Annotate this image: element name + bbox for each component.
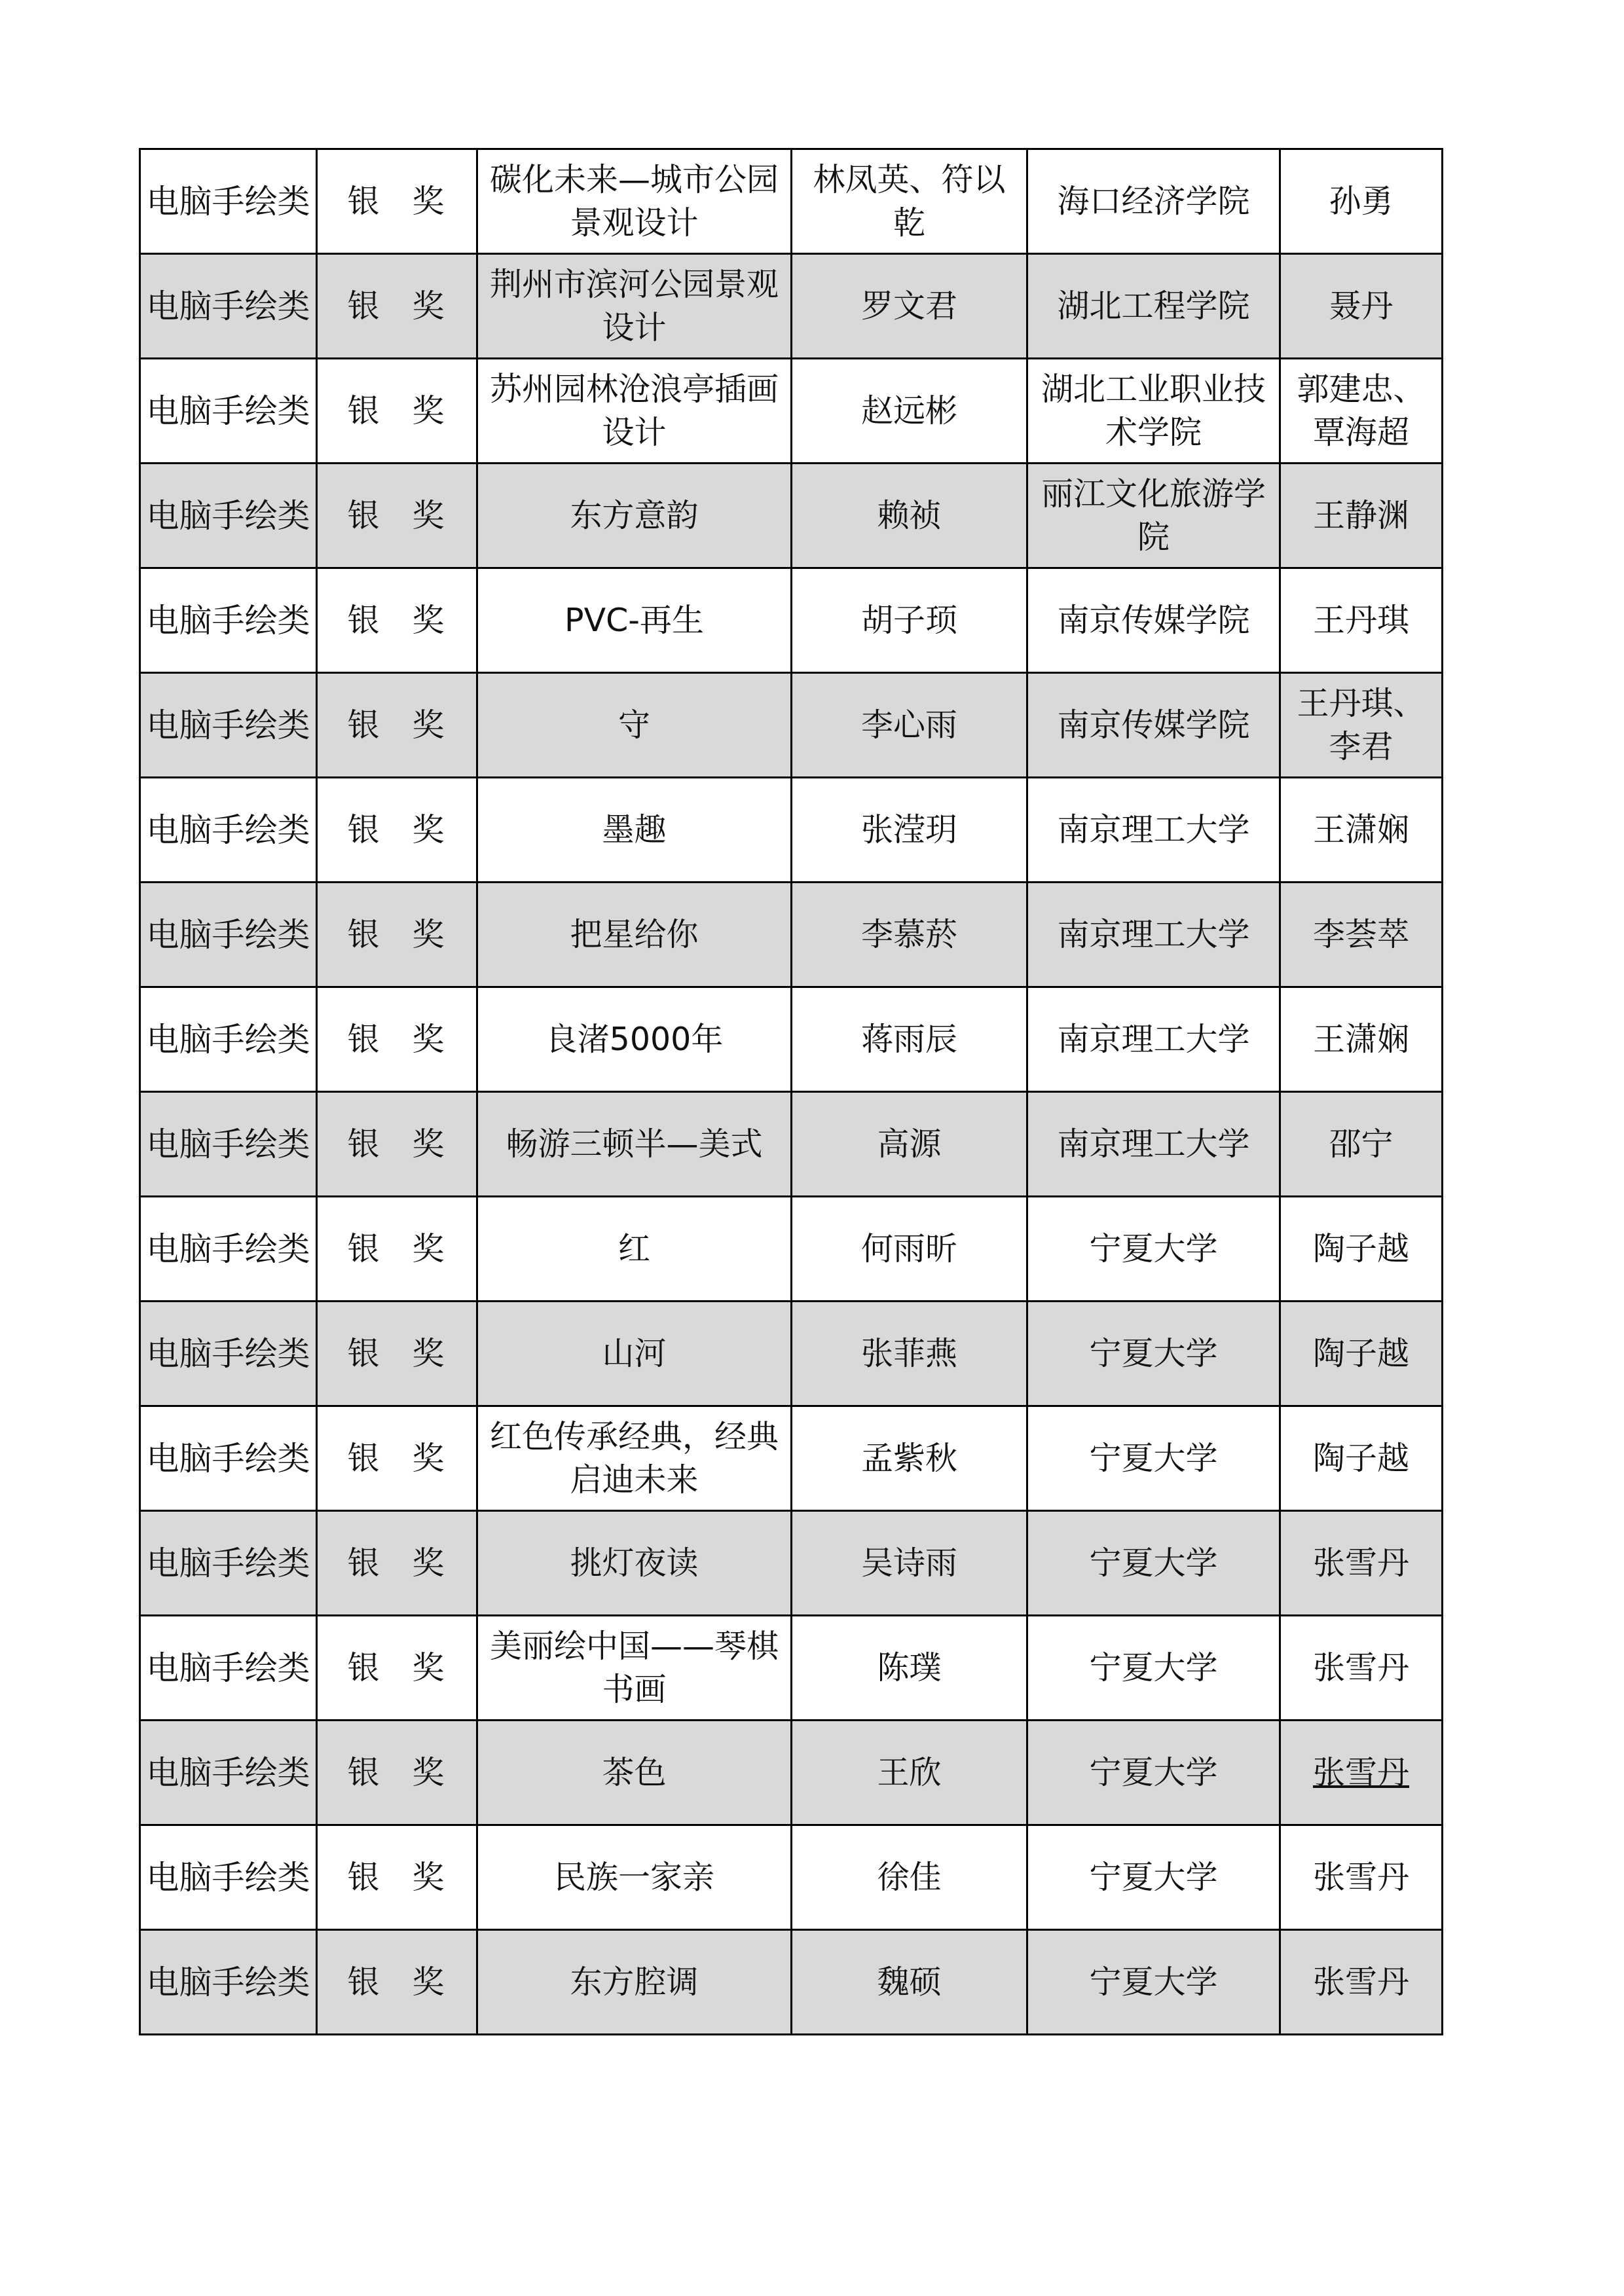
school-cell: 宁夏大学 xyxy=(1027,1825,1280,1930)
award-cell: 银 奖 xyxy=(317,987,477,1092)
category-cell: 电脑手绘类 xyxy=(140,883,317,987)
author-cell: 徐佳 xyxy=(792,1825,1027,1930)
award-cell: 银 奖 xyxy=(317,254,477,359)
school-cell: 宁夏大学 xyxy=(1027,1406,1280,1511)
school-cell: 宁夏大学 xyxy=(1027,1302,1280,1406)
table-row xyxy=(140,1302,1443,1406)
advisor-cell: 张雪丹 xyxy=(1280,1511,1443,1616)
category-cell: 电脑手绘类 xyxy=(140,464,317,568)
advisor-cell: 聂丹 xyxy=(1280,254,1443,359)
author-cell: 高源 xyxy=(792,1092,1027,1197)
work-title-cell: 荆州市滨河公园景观设计 xyxy=(477,254,792,359)
school-cell: 南京理工大学 xyxy=(1027,1092,1280,1197)
work-title-cell: 把星给你 xyxy=(477,883,792,987)
work-title-cell: 东方腔调 xyxy=(477,1930,792,2035)
table-row xyxy=(140,254,1443,359)
award-table xyxy=(139,148,1443,2035)
award-cell: 银 奖 xyxy=(317,1721,477,1825)
school-cell: 南京理工大学 xyxy=(1027,987,1280,1092)
school-cell: 宁夏大学 xyxy=(1027,1197,1280,1302)
table-row xyxy=(140,1616,1443,1721)
table-row xyxy=(140,1930,1443,2035)
advisor-cell: 陶子越 xyxy=(1280,1302,1443,1406)
award-cell: 银 奖 xyxy=(317,1825,477,1930)
work-title-cell: 美丽绘中国——琴棋书画 xyxy=(477,1616,792,1721)
advisor-cell: 孙勇 xyxy=(1280,149,1443,254)
table-row xyxy=(140,1721,1443,1825)
advisor-cell: 陶子越 xyxy=(1280,1197,1443,1302)
category-cell: 电脑手绘类 xyxy=(140,778,317,883)
table-row xyxy=(140,149,1443,254)
table-row xyxy=(140,359,1443,464)
school-cell: 南京传媒学院 xyxy=(1027,673,1280,778)
work-title-cell: 民族一家亲 xyxy=(477,1825,792,1930)
work-title-cell: 东方意韵 xyxy=(477,464,792,568)
author-cell: 胡子顼 xyxy=(792,568,1027,673)
work-title-cell: 山河 xyxy=(477,1302,792,1406)
table-row xyxy=(140,464,1443,568)
award-cell: 银 奖 xyxy=(317,1406,477,1511)
advisor-cell: 张雪丹 xyxy=(1280,1616,1443,1721)
award-cell: 银 奖 xyxy=(317,359,477,464)
school-cell: 宁夏大学 xyxy=(1027,1721,1280,1825)
author-cell: 何雨昕 xyxy=(792,1197,1027,1302)
author-cell: 蒋雨辰 xyxy=(792,987,1027,1092)
author-cell: 魏硕 xyxy=(792,1930,1027,2035)
advisor-cell: 王潇娴 xyxy=(1280,778,1443,883)
category-cell: 电脑手绘类 xyxy=(140,1092,317,1197)
school-cell: 海口经济学院 xyxy=(1027,149,1280,254)
school-cell: 南京传媒学院 xyxy=(1027,568,1280,673)
category-cell: 电脑手绘类 xyxy=(140,149,317,254)
award-cell: 银 奖 xyxy=(317,1092,477,1197)
category-cell: 电脑手绘类 xyxy=(140,987,317,1092)
author-cell: 赵远彬 xyxy=(792,359,1027,464)
work-title-cell: 守 xyxy=(477,673,792,778)
school-cell: 湖北工业职业技术学院 xyxy=(1027,359,1280,464)
author-cell: 赖祯 xyxy=(792,464,1027,568)
author-cell: 罗文君 xyxy=(792,254,1027,359)
table-row xyxy=(140,568,1443,673)
school-cell: 宁夏大学 xyxy=(1027,1930,1280,2035)
work-title-cell: 良渚5000年 xyxy=(477,987,792,1092)
table-row xyxy=(140,1825,1443,1930)
author-cell: 王欣 xyxy=(792,1721,1027,1825)
table-row xyxy=(140,987,1443,1092)
award-cell: 银 奖 xyxy=(317,149,477,254)
school-cell: 南京理工大学 xyxy=(1027,778,1280,883)
award-cell: 银 奖 xyxy=(317,673,477,778)
award-cell: 银 奖 xyxy=(317,464,477,568)
table-row xyxy=(140,778,1443,883)
award-cell: 银 奖 xyxy=(317,1511,477,1616)
table-row xyxy=(140,673,1443,778)
category-cell: 电脑手绘类 xyxy=(140,568,317,673)
category-cell: 电脑手绘类 xyxy=(140,1197,317,1302)
award-cell: 银 奖 xyxy=(317,568,477,673)
advisor-cell: 陶子越 xyxy=(1280,1406,1443,1511)
advisor-cell: 郭建忠、覃海超 xyxy=(1280,359,1443,464)
author-cell: 陈璞 xyxy=(792,1616,1027,1721)
work-title-cell: 挑灯夜读 xyxy=(477,1511,792,1616)
category-cell: 电脑手绘类 xyxy=(140,673,317,778)
author-cell: 张滢玥 xyxy=(792,778,1027,883)
school-cell: 宁夏大学 xyxy=(1027,1511,1280,1616)
award-cell: 银 奖 xyxy=(317,1930,477,2035)
category-cell: 电脑手绘类 xyxy=(140,1930,317,2035)
category-cell: 电脑手绘类 xyxy=(140,359,317,464)
advisor-cell: 王静渊 xyxy=(1280,464,1443,568)
category-cell: 电脑手绘类 xyxy=(140,1302,317,1406)
category-cell: 电脑手绘类 xyxy=(140,1406,317,1511)
advisor-cell: 王潇娴 xyxy=(1280,987,1443,1092)
advisor-cell: 王丹琪 xyxy=(1280,568,1443,673)
table-row xyxy=(140,1197,1443,1302)
work-title-cell: 茶色 xyxy=(477,1721,792,1825)
work-title-cell: 墨趣 xyxy=(477,778,792,883)
award-cell: 银 奖 xyxy=(317,1616,477,1721)
author-cell: 林凤英、符以乾 xyxy=(792,149,1027,254)
category-cell: 电脑手绘类 xyxy=(140,254,317,359)
author-cell: 吴诗雨 xyxy=(792,1511,1027,1616)
advisor-cell: 张雪丹 xyxy=(1280,1825,1443,1930)
category-cell: 电脑手绘类 xyxy=(140,1511,317,1616)
advisor-cell: 王丹琪、李君 xyxy=(1280,673,1443,778)
award-cell: 银 奖 xyxy=(317,778,477,883)
author-cell: 张菲燕 xyxy=(792,1302,1027,1406)
award-cell: 银 奖 xyxy=(317,1302,477,1406)
category-cell: 电脑手绘类 xyxy=(140,1616,317,1721)
advisor-cell: 邵宁 xyxy=(1280,1092,1443,1197)
school-cell: 宁夏大学 xyxy=(1027,1616,1280,1721)
table-row xyxy=(140,1092,1443,1197)
work-title-cell: 红 xyxy=(477,1197,792,1302)
award-cell: 银 奖 xyxy=(317,883,477,987)
work-title-cell: 红色传承经典，经典启迪未来 xyxy=(477,1406,792,1511)
award-cell: 银 奖 xyxy=(317,1197,477,1302)
advisor-cell: 李荟萃 xyxy=(1280,883,1443,987)
table-row xyxy=(140,1406,1443,1511)
table-row xyxy=(140,883,1443,987)
category-cell: 电脑手绘类 xyxy=(140,1825,317,1930)
advisor-cell: 张雪丹 xyxy=(1280,1721,1443,1825)
author-cell: 孟紫秋 xyxy=(792,1406,1027,1511)
author-cell: 李心雨 xyxy=(792,673,1027,778)
category-cell: 电脑手绘类 xyxy=(140,1721,317,1825)
work-title-cell: PVC-再生 xyxy=(477,568,792,673)
work-title-cell: 畅游三顿半—美式 xyxy=(477,1092,792,1197)
work-title-cell: 碳化未来—城市公园景观设计 xyxy=(477,149,792,254)
work-title-cell: 苏州园林沧浪亭插画设计 xyxy=(477,359,792,464)
school-cell: 丽江文化旅游学院 xyxy=(1027,464,1280,568)
advisor-cell: 张雪丹 xyxy=(1280,1930,1443,2035)
school-cell: 湖北工程学院 xyxy=(1027,254,1280,359)
school-cell: 南京理工大学 xyxy=(1027,883,1280,987)
author-cell: 李慕菸 xyxy=(792,883,1027,987)
table-row xyxy=(140,1511,1443,1616)
